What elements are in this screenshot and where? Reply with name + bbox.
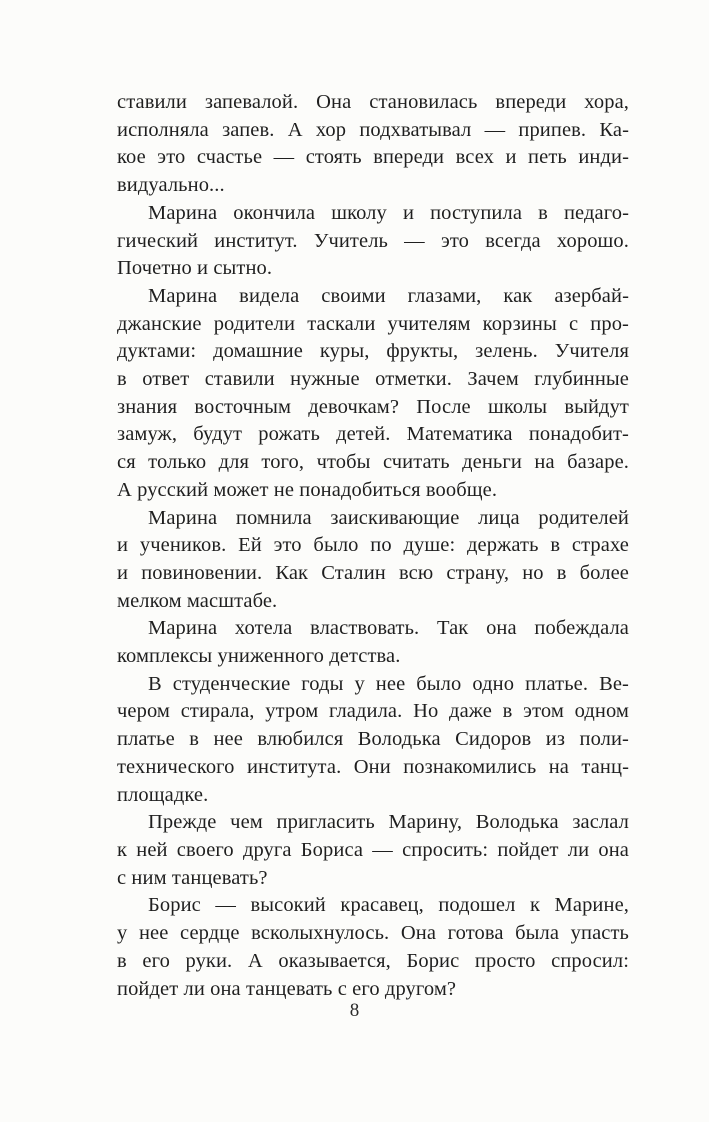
text-line: ся только для того, чтобы считать деньги на базаре. [117,451,629,474]
text-line: пойдет ли она танцевать с его другом? [117,977,457,1000]
text-line: исполняла запев. А хор подхватывал — припев. Ка- [117,118,629,141]
text-line: площадке. [117,783,209,806]
text-line: Борис — высокий красавец, подошел к Марине, [148,894,629,917]
text-line: Почетно и сытно. [117,257,273,280]
text-line: Марина видела своими глазами, как азербай- [148,284,629,307]
text-line: к ней своего друга Бориса — спросить: пойдет ли она [117,838,629,861]
text-line: и повиновении. Как Сталин всю страну, но в более [117,561,629,584]
text-line: ставили запевалой. Она становилась впереди хора, [117,91,629,113]
text-line: и учеников. Ей это было по душе: держать в страхе [117,534,629,557]
page-number: 8 [349,1000,360,1021]
text-line: мелком масштабе. [117,589,278,612]
text-line: кое это счастье — стоять впереди всех и петь инди- [117,146,629,169]
text-line: В студенческие годы у нее было одно платье. Ве- [148,672,629,695]
text-line: А русский может не понадобиться вообще. [117,478,498,501]
text-line: гический институт. Учитель — это всегда хорошо. [117,229,629,252]
text-line: у нее сердце всколыхнулось. Она готова была упасть [117,922,629,945]
text-line: дуктами: домашние куры, фрукты, зелень. Учителя [117,340,629,363]
text-line: Прежде чем пригласить Марину, Володька заслал [148,811,629,834]
paragraph [117,89,629,200]
text-line: в ответ ставили нужные отметки. Зачем глубинные [117,368,629,391]
paragraph [117,892,629,1003]
text-line: в его руки. А оказывается, Борис просто спросил: [117,949,629,972]
paragraph [117,671,629,810]
paragraph [117,505,629,616]
text-line: Марина хотела властвовать. Так она побеждала [148,617,629,640]
paragraph [117,200,629,283]
text-line: чером стирала, утром гладила. Но даже в этом одном [117,700,629,723]
text-line: Марина окончила школу и поступила в педаго- [148,201,629,224]
text-line: с ним танцевать? [117,866,268,889]
page-text-block [117,89,629,1003]
text-line: технического института. Они познакомились на танц- [117,755,629,778]
paragraph [117,615,629,670]
text-line: Марина помнила заискивающие лица родителей [148,506,629,529]
text-line: комплексы униженного детства. [117,645,401,668]
text-line: знания восточным девочкам? После школы выйдут [117,395,629,418]
paragraph [117,809,629,892]
text-line: замуж, будут рожать детей. Математика понадобит- [117,423,629,446]
text-line: видуально... [117,174,225,197]
paragraph [117,283,629,505]
text-line: джанские родители таскали учителям корзины с про- [117,312,629,335]
text-line: платье в нее влюбился Володька Сидоров из поли- [117,728,629,751]
